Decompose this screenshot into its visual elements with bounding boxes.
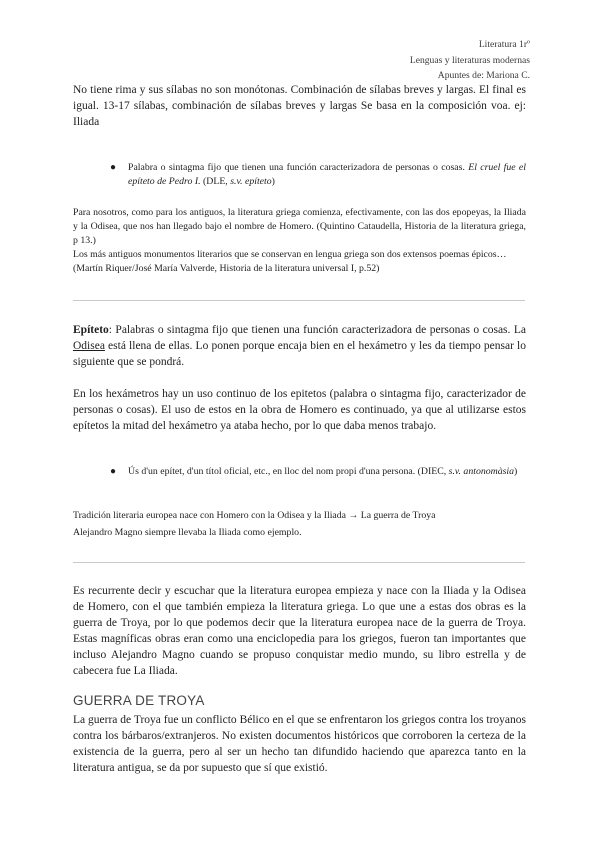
odisea-link-text: Odisea [73, 340, 105, 352]
section-heading-guerra-de-troya: GUERRA DE TROYA [73, 693, 205, 708]
epiteto-paragraph: Epíteto: Palabras o sintagma fijo que tienen una función caracterizadora de personas o cosas. La Odisea está llena de ellas. Lo ponen porque encaja bien en el hexámetro y les da tiempo pensar lo siguiente que se pondrá. [73, 324, 526, 368]
divider [73, 562, 525, 563]
tradicion-notes [73, 509, 526, 540]
guerra-paragraph: La guerra de Troya fue un conflicto Bélico en el que se enfrentaron los griegos contra los troyanos contra los bárbaros/extranjeros. No existen documentos históricos que corroboren la certeza de la existencia de la guerra, pero al ser un hecho tan difundido haciendo que aparezca tanto en la literatura antigua, se da por supuesto que sí que existió. [73, 714, 526, 774]
quote-riquer: Los más antiguos monumentos literarios que se conservan en lengua griega son dos extensos poemas épicos… (Martín Riquer/José María Valverde, Historia de la literatura universal I, p.52) [73, 249, 507, 274]
tradicion-line-1: Tradición literaria europea nace con Homero con la Odisea y la Iliada → La guerra de Troya [73, 510, 436, 521]
tradicion-line-2: Alejandro Magno siempre llevaba la Iliada como ejemplo. [73, 527, 302, 538]
bullet-dot-icon: ● [110, 466, 117, 477]
hexametros-paragraph: En los hexámetros hay un uso continuo de los epitetos (palabra o sintagma fijo, caracterizador de personas o cosas). El uso de estos en la obra de Homero es continuado, ya que al utilizarse estos epítetos la mitad del hexámetro ya ataba hecho, por lo que daba menos trabajo. [73, 388, 526, 432]
page-header [410, 37, 530, 84]
quote-cataudella: Para nosotros, como para los antiguos, la literatura griega comienza, efectivamente, con las dos epopeyas, la Iliada y la Odisea, que nos han llegado bajo el nombre de Homero. (Quintino Cataudella, Historia de la literatura griega, p 13.) [73, 207, 526, 246]
bullet-text: Ús d'un epítet, d'un títol oficial, etc., en lloc del nom propi d'una persona. (DIEC, s.v. antonomàsia) [128, 466, 518, 477]
header-course: Literatura 1rº [478, 39, 530, 50]
bullet-dot-icon: ● [110, 162, 117, 173]
header-author: Apuntes de: Mariona C. [437, 70, 530, 81]
recurrente-paragraph: Es recurrente decir y escuchar que la literatura europea empieza y nace con la Iliada y la Odisea de Homero, con el que también empieza la literatura griega. Lo que une a estas dos obras es la guerra de Troya, por lo que podemos decir que la literatura europea nace de la guerra de Troya. Estas magníficas obras eran como una enciclopedia para los griegos, fueron tan importantes que incluso Alejandro Magno cuando se propuso conquistar medio mundo, su libro estrella y de cabecera fue La Iliada. [73, 585, 526, 677]
intro-paragraph: No tiene rima y sus sílabas no son monótonas. Combinación de sílabas breves y largas. El final es igual. 13-17 sílabas, combinación de sílabas breves y largas Se basa en la composición voa. ej: Iliada [73, 84, 526, 128]
bullet-text: Palabra o sintagma fijo que tienen una función caracterizadora de personas o cosas. El cruel fue el epíteto de Pedro I. (DLE, s.v. epíteto) [128, 162, 526, 187]
header-subject: Lenguas y literaturas modernas [409, 54, 530, 66]
epiteto-term: Epíteto [73, 324, 109, 336]
divider [73, 300, 525, 301]
